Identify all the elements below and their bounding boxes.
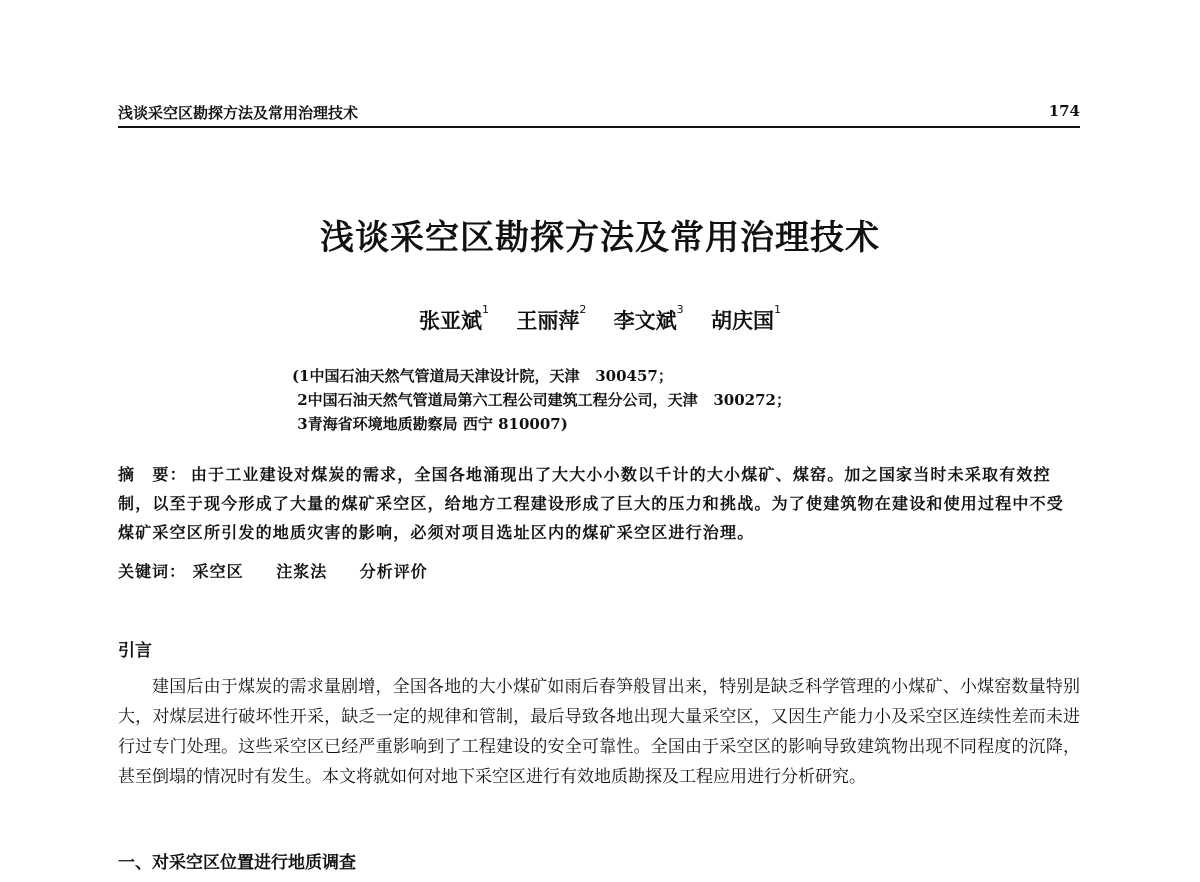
affiliation-marker: 3 [676,303,684,316]
section-heading-intro: 引言 [118,641,152,661]
affiliation-line: 3青海省环境地质勘察局 西宁 810007) [292,415,568,433]
affiliations [292,364,791,436]
keyword: 注浆法 [276,562,328,581]
author: 李文斌$^3$ [613,303,684,333]
page-number: 174 [1048,102,1080,120]
paper-title: 浅谈采空区勘探方法及常用治理技术 [320,218,880,258]
affiliation-line: 2中国石油天然气管道局第六工程公司建筑工程分公司，天津 300272； [292,391,791,409]
running-title: 浅谈采空区勘探方法及常用治理技术 [118,104,359,122]
abstract [118,460,1080,547]
affiliation-line: (1中国石油天然气管道局天津设计院，天津 300457； [292,367,673,385]
keyword: 采空区 [192,562,244,581]
affiliation-marker: 1 [482,303,490,316]
keyword: 分析评价 [359,562,428,581]
intro-paragraph: 建国后由于煤炭的需求量剧增，全国各地的大小煤矿如雨后春笋般冒出来，特别是缺乏科学管理的小煤矿、小煤窑数量特别大，对煤层进行破坏性开采，缺乏一定的规律和管制，最后导致各地出现大量采空区，又因生产能力小及采空区连续性差而未进行过专门处理。这些采空区已经严重影响到了工程建设的安全可靠性。全国由于采空区的影响导致建筑物出现不同程度的沉降，甚至倒塌的情况时有发生。本文将就如何对地下采空区进行有效地质勘探及工程应用进行分析研究。 [118,677,1080,787]
keywords-label: 关键词： [118,562,187,581]
affiliation-marker: 1 [773,303,781,316]
affiliation-marker: 2 [579,303,587,316]
abstract-text: 由于工业建设对煤炭的需求，全国各地涌现出了大大小小数以千计的大小煤矿、煤窑。加之国家当时未采取有效控制，以至于现今形成了大量的煤矿采空区，给地方工程建设形成了巨大的压力和挑战。为了使建筑物在建设和使用过程中不受煤矿采空区所引发的地质灾害的影响，必须对项目选址区内的煤矿采空区进行治理。 [118,465,1065,542]
author: 王丽萍$^2$ [516,303,587,333]
keywords [118,559,454,582]
author-list [0,305,1200,335]
running-header [118,100,1080,128]
abstract-label: 摘 要： [118,465,187,484]
author: 张亚斌$^1$ [419,303,490,333]
author: 胡庆国$^1$ [710,303,781,333]
section-heading-1: 一、对采空区位置进行地质调查 [118,853,356,873]
